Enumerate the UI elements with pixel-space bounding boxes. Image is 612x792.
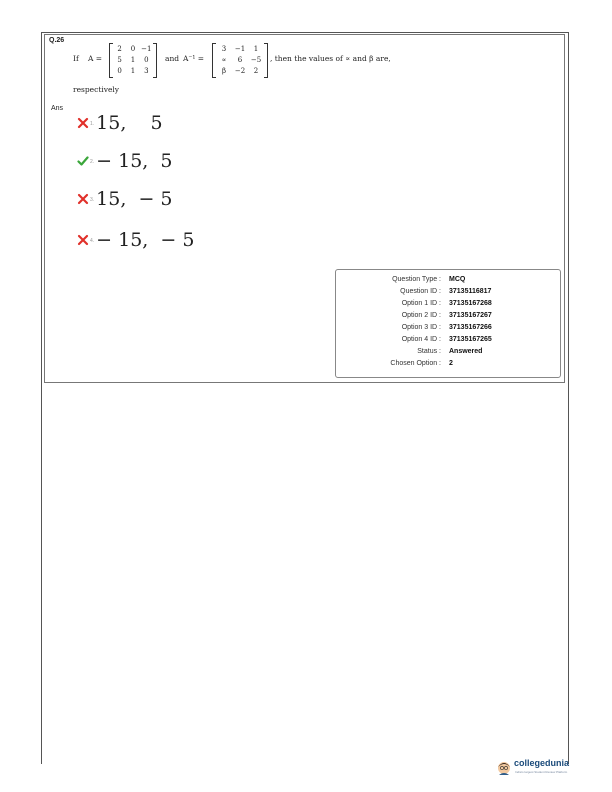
cross-icon bbox=[77, 117, 89, 129]
logo-wordmark: collegedunia bbox=[514, 758, 570, 768]
meta-key: Chosen Option : bbox=[390, 360, 441, 367]
matrix-a-cell: 1 bbox=[130, 56, 136, 64]
question-card bbox=[44, 34, 565, 383]
question-ainv-equals: A⁻¹ = bbox=[183, 54, 205, 63]
matrix-ainv-grid bbox=[216, 44, 264, 76]
matrix-ainv-cell: 3 bbox=[221, 45, 227, 53]
question-respectively: respectively bbox=[73, 85, 120, 94]
page-frame-top bbox=[41, 32, 569, 33]
meta-value: 37135167266 bbox=[449, 324, 492, 331]
option-2-number: 2. bbox=[90, 159, 95, 165]
meta-key: Status : bbox=[417, 348, 441, 355]
page-frame-right bbox=[568, 32, 569, 764]
matrix-a-right-bracket bbox=[153, 43, 157, 78]
matrix-a-grid bbox=[113, 44, 153, 76]
question-and: and bbox=[165, 54, 180, 63]
matrix-a-cell: 0 bbox=[117, 67, 122, 75]
meta-key: Question Type : bbox=[392, 276, 441, 283]
option-1-number: 1. bbox=[90, 121, 95, 127]
option-3-number: 3. bbox=[90, 197, 95, 203]
option-4-text: − 15, − 5 bbox=[96, 229, 195, 251]
meta-value: 37135167268 bbox=[449, 300, 492, 307]
page-frame-left bbox=[41, 32, 42, 764]
matrix-ainv-cell: 2 bbox=[253, 67, 259, 75]
cross-icon bbox=[77, 234, 89, 246]
meta-key: Option 3 ID : bbox=[401, 324, 441, 331]
meta-value: 37135167265 bbox=[449, 336, 492, 343]
matrix-ainv-cell: −1 bbox=[234, 45, 246, 53]
matrix-ainv-cell: 1 bbox=[253, 45, 259, 53]
matrix-ainv-cell: −2 bbox=[234, 67, 246, 75]
option-2 bbox=[77, 148, 173, 174]
meta-value: MCQ bbox=[449, 276, 466, 283]
meta-row-question-type bbox=[336, 276, 556, 288]
collegedunia-logo bbox=[495, 756, 575, 782]
matrix-a-cell: 3 bbox=[144, 67, 149, 75]
meta-row-option-1-id bbox=[336, 300, 556, 312]
cross-icon bbox=[77, 193, 89, 205]
meta-row-question-id bbox=[336, 288, 556, 300]
matrix-a-cell: 2 bbox=[117, 45, 122, 53]
question-metadata-box bbox=[335, 269, 561, 378]
option-3-text: 15, − 5 bbox=[96, 188, 173, 210]
matrix-a-cell: −1 bbox=[141, 45, 152, 53]
matrix-ainv-cell: ∝ bbox=[221, 56, 227, 64]
question-if: If bbox=[73, 54, 79, 63]
matrix-a-cell: 1 bbox=[130, 67, 136, 75]
question-text bbox=[73, 39, 543, 79]
meta-row-option-2-id bbox=[336, 312, 556, 324]
matrix-ainv-cell: 6 bbox=[237, 56, 243, 64]
option-3 bbox=[77, 186, 173, 212]
option-1 bbox=[77, 110, 163, 136]
meta-value: 2 bbox=[449, 360, 453, 367]
matrix-a-cell: 0 bbox=[144, 56, 149, 64]
option-1-text: 15, 5 bbox=[96, 112, 163, 134]
checkmark-icon bbox=[77, 155, 89, 167]
option-4-number: 4. bbox=[90, 238, 95, 244]
meta-key: Option 1 ID : bbox=[401, 300, 441, 307]
meta-value: Answered bbox=[449, 348, 483, 355]
meta-row-chosen-option bbox=[336, 360, 556, 372]
graduate-avatar-icon bbox=[495, 758, 513, 776]
meta-key: Question ID : bbox=[400, 288, 441, 295]
matrix-a-inverse bbox=[212, 43, 268, 77]
meta-row-option-4-id bbox=[336, 336, 556, 348]
option-2-text: − 15, 5 bbox=[96, 150, 173, 172]
meta-row-status bbox=[336, 348, 556, 360]
meta-value: 37135116817 bbox=[449, 288, 492, 295]
meta-key: Option 4 ID : bbox=[401, 336, 441, 343]
question-number: Q.26 bbox=[49, 37, 65, 44]
meta-value: 37135167267 bbox=[449, 312, 492, 319]
matrix-a-cell: 0 bbox=[130, 45, 136, 53]
logo-tagline: India's largest Student Review Platform bbox=[515, 770, 568, 774]
meta-row-option-3-id bbox=[336, 324, 556, 336]
question-a-equals: A = bbox=[88, 54, 103, 63]
option-4 bbox=[77, 227, 194, 253]
matrix-ainv-cell: β bbox=[221, 67, 227, 75]
question-rest: , then the values of ∝ and β are, bbox=[270, 54, 391, 63]
matrix-a-cell: 5 bbox=[117, 56, 122, 64]
matrix-a bbox=[109, 43, 157, 77]
matrix-ainv-right-bracket bbox=[264, 43, 268, 78]
answer-label: Ans bbox=[51, 105, 64, 112]
matrix-ainv-cell: −5 bbox=[250, 56, 262, 64]
meta-key: Option 2 ID : bbox=[401, 312, 441, 319]
